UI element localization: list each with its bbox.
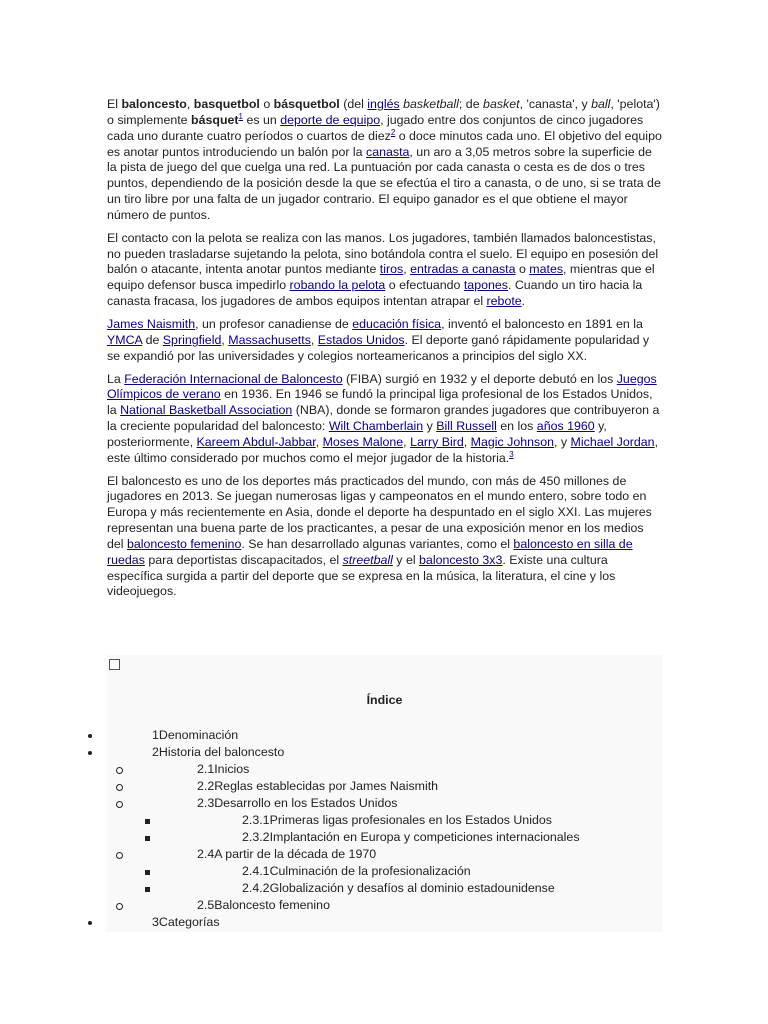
toc-number: 2.3	[197, 796, 215, 810]
footnote-ref[interactable]: 3	[509, 449, 514, 459]
toc-label[interactable]: Desarrollo en los Estados Unidos	[214, 796, 398, 810]
text-run: de	[142, 332, 163, 347]
toc-label[interactable]: Baloncesto femenino	[214, 898, 330, 912]
text-run: , un profesor canadiense de	[195, 316, 353, 331]
italic-term: ball	[591, 97, 611, 111]
wiki-link[interactable]: Magic Johnson	[470, 434, 555, 449]
bold-term: basquetbol	[193, 97, 260, 111]
wiki-link[interactable]: Estados Unidos	[317, 332, 405, 347]
text-run: , jugado entre dos conjuntos de cinco jugadores cada uno durante cuatro períodos o cuartos de diez	[107, 112, 644, 143]
toc-number: 2.5	[197, 898, 215, 912]
wiki-link[interactable]: deporte de equipo	[280, 112, 381, 127]
text-run: El	[107, 97, 122, 111]
text-run: (NBA), donde se formaron grandes jugadores que contribuyeron a la creciente popularidad del baloncesto:	[107, 403, 660, 434]
toc-label[interactable]: A partir de la década de 1970	[214, 847, 377, 861]
toc-item[interactable]	[0, 795, 700, 812]
bold-term: básquet	[191, 112, 239, 127]
wiki-link[interactable]: baloncesto 3x3	[419, 552, 503, 567]
wiki-link[interactable]: Juegos Olímpicos de verano	[107, 371, 657, 402]
text-run: ,	[221, 332, 229, 347]
wiki-link[interactable]: National Basketball Association	[120, 403, 293, 418]
toc-label[interactable]: Denominación	[158, 728, 239, 742]
text-run: , 'canasta', y	[519, 97, 592, 111]
toc-item[interactable]	[0, 863, 700, 880]
toc-item[interactable]	[0, 846, 700, 863]
text-run: ; de	[458, 97, 484, 111]
wiki-link[interactable]: años 1960	[536, 419, 595, 434]
wiki-link[interactable]: Michael Jordan	[570, 434, 655, 449]
toc-bullet-icon	[116, 784, 123, 791]
text-run: , 'pelota') o simplemente	[107, 97, 660, 127]
text-run: La	[107, 371, 125, 386]
toc-label[interactable]: Inicios	[214, 762, 250, 776]
text-run: o doce minutos cada uno. El objetivo del equipo es anotar puntos introduciendo un balón por la	[107, 128, 662, 159]
text-run: ,	[463, 434, 471, 449]
text-run: , inventó el baloncesto en 1891 en la	[441, 316, 643, 331]
toc-number: 2	[152, 745, 159, 759]
toc-bullet-icon	[116, 903, 123, 910]
toc-bullet-icon	[145, 836, 150, 841]
text-run: en 1936. En 1946 se fundó la principal liga profesional de los Estados Unidos, la	[107, 387, 653, 418]
text-run: , este último considerado por muchos como el mejor jugador de la historia.	[107, 434, 659, 465]
toc-number: 2.2	[197, 779, 215, 793]
text-run: El contacto con la pelota se realiza con las manos. Los jugadores, también llamados baloncestistas, no pueden trasladarse sujetando la pelota, sino botándola contra el suelo. El equipo en posesión del balón o atacante, intenta anotar puntos mediante	[107, 230, 659, 277]
paragraph-intro	[107, 97, 663, 224]
text-run: .	[521, 294, 526, 309]
italic-term: basketball	[403, 97, 459, 111]
toc-item[interactable]	[0, 778, 700, 795]
wiki-link[interactable]: tiros	[379, 262, 404, 277]
toc-toggle-checkbox[interactable]	[109, 659, 120, 670]
toc-label[interactable]: Categorías	[158, 915, 220, 929]
toc-bullet-icon	[116, 852, 123, 859]
toc-number: 2.4.1	[242, 864, 270, 878]
toc-label[interactable]: Primeras ligas profesionales en los Estados Unidos	[269, 813, 552, 827]
text-run: es un	[243, 112, 281, 127]
text-run: ,	[315, 434, 323, 449]
paragraph-popularity	[107, 474, 663, 601]
paragraph-history	[107, 372, 663, 467]
text-run: o	[259, 97, 274, 111]
bold-term: básquetbol	[273, 97, 340, 111]
text-run: para deportistas discapacitados, el	[144, 552, 343, 567]
toc-item[interactable]	[0, 897, 700, 914]
toc-item[interactable]	[0, 727, 700, 744]
footnote-ref[interactable]: 1	[238, 111, 243, 121]
wiki-link[interactable]: Larry Bird	[410, 434, 464, 449]
italic-term: basket	[483, 97, 520, 111]
toc-title: Índice	[366, 693, 403, 707]
text-run: o	[515, 262, 530, 277]
wiki-link[interactable]: Kareem Abdul-Jabbar	[196, 434, 316, 449]
text-run: , un aro a 3,05 metros sobre la superficie de la pista de juego del que cuelga una red. La puntuación por cada canasta o cesta es de dos o tres puntos, dependiendo de la posición desde la que se efectúa el tiro a canasta, o de uno, si se trata de un tiro libre por una falta de un jugador contrario. El equipo ganador es el que obtiene el mayor número de puntos.	[107, 144, 661, 222]
toc-number: 2.3.2	[242, 830, 270, 844]
text-run: o efectuando	[385, 278, 464, 293]
wiki-link[interactable]: rebote	[486, 294, 522, 309]
wiki-link[interactable]: James Naismith	[107, 316, 196, 331]
wiki-link[interactable]: canasta	[366, 144, 410, 159]
wiki-link[interactable]: YMCA	[107, 332, 143, 347]
text-run: en los	[496, 419, 537, 434]
toc-label[interactable]: Reglas establecidas por James Naismith	[214, 779, 439, 793]
toc-item[interactable]	[0, 880, 700, 897]
toc-bullet-icon	[145, 887, 150, 892]
wiki-link[interactable]: inglés	[367, 97, 400, 111]
wiki-link[interactable]: baloncesto femenino	[126, 536, 242, 551]
toc-label[interactable]: Globalización y desafíos al dominio estadounidense	[269, 881, 555, 895]
toc-item[interactable]	[0, 744, 700, 761]
toc-bullet-icon	[116, 767, 123, 774]
bold-term: baloncesto	[121, 97, 187, 111]
wiki-link[interactable]: baloncesto en silla de ruedas	[107, 536, 633, 567]
text-run: . El deporte ganó rápidamente popularidad y se expandió por las universidades y colegios norteamericanos a principios del siglo XX.	[107, 332, 650, 363]
toc-item[interactable]	[0, 761, 700, 778]
toc-number: 2.4.2	[242, 881, 270, 895]
text-run: , mientras que el equipo defensor busca impedirlo	[107, 262, 655, 293]
wiki-link[interactable]: Bill Russell	[436, 419, 497, 434]
toc-label[interactable]: Implantación en Europa y competiciones internacionales	[269, 830, 580, 844]
footnote-ref[interactable]: 2	[390, 127, 396, 137]
wiki-link[interactable]: Springfield	[162, 332, 222, 347]
text-run: (FIBA) surgió en 1932 y el deporte debutó en los	[342, 371, 617, 386]
toc-number: 3	[152, 915, 159, 929]
toc-bullet-icon	[145, 819, 150, 824]
text-run: (del	[339, 97, 368, 111]
wiki-link[interactable]: mates	[529, 262, 564, 277]
text-run: . Cuando un tiro hacia la canasta fracasa, los jugadores de ambos equipos intentan atrapar el	[107, 278, 643, 309]
toc-item[interactable]	[0, 829, 700, 846]
wiki-link[interactable]: streetball	[342, 552, 393, 567]
wiki-link[interactable]: entradas a canasta	[410, 262, 516, 277]
wiki-link[interactable]: educación física	[352, 316, 442, 331]
text-run: y, posteriormente,	[107, 419, 607, 449]
toc-label[interactable]: Historia del baloncesto	[158, 745, 285, 759]
toc-number: 1	[152, 728, 159, 742]
toc-item[interactable]	[0, 914, 700, 931]
text-run: El baloncesto es uno de los deportes más practicados del mundo, con más de 450 millones de jugadores en 2013. Se juegan numerosas ligas y campeonatos en el mundo entero, sobre todo en Europa y más recientemente en Asia, donde el deporte ha despuntado en el siglo XXI. Las mujeres representan una buena parte de los practicantes, a pesar de una exposición menor en los medios del	[107, 473, 652, 551]
toc-number: 2.3.1	[242, 813, 270, 827]
wiki-link[interactable]: tapones	[463, 278, 508, 293]
toc-bullet-icon	[145, 870, 150, 875]
toc-bullet-icon	[116, 801, 123, 808]
toc-label[interactable]: Culminación de la profesionalización	[269, 864, 471, 878]
toc-item[interactable]	[0, 812, 700, 829]
text-run: ,	[310, 332, 318, 347]
toc-bullet-icon	[88, 751, 92, 755]
toc-bullet-icon	[88, 921, 92, 925]
wiki-link[interactable]: Moses Malone	[322, 434, 404, 449]
text-run: . Existe una cultura específica surgida a partir del deporte que se expresa en la música, la literatura, el cine y los videojuegos.	[107, 552, 616, 599]
text-run: y el	[392, 552, 420, 567]
text-run: y	[423, 419, 437, 434]
toc-number: 2.1	[197, 762, 215, 776]
wiki-link[interactable]: Wilt Chamberlain	[328, 419, 424, 434]
text-run: ,	[186, 97, 194, 111]
paragraph-origin	[107, 317, 663, 365]
wiki-link[interactable]: Massachusetts	[228, 332, 311, 347]
text-run: , y	[554, 434, 571, 449]
article-body	[107, 97, 663, 607]
text-run: . Se han desarrollado algunas variantes, como el	[241, 536, 514, 551]
wiki-link[interactable]: Federación Internacional de Baloncesto	[124, 371, 343, 386]
toc-number: 2.4	[197, 847, 215, 861]
paragraph-rules	[107, 231, 663, 310]
toc-bullet-icon	[88, 734, 92, 738]
text-run: ,	[403, 262, 411, 277]
wiki-link[interactable]: robando la pelota	[289, 278, 386, 293]
text-run: ,	[403, 434, 411, 449]
